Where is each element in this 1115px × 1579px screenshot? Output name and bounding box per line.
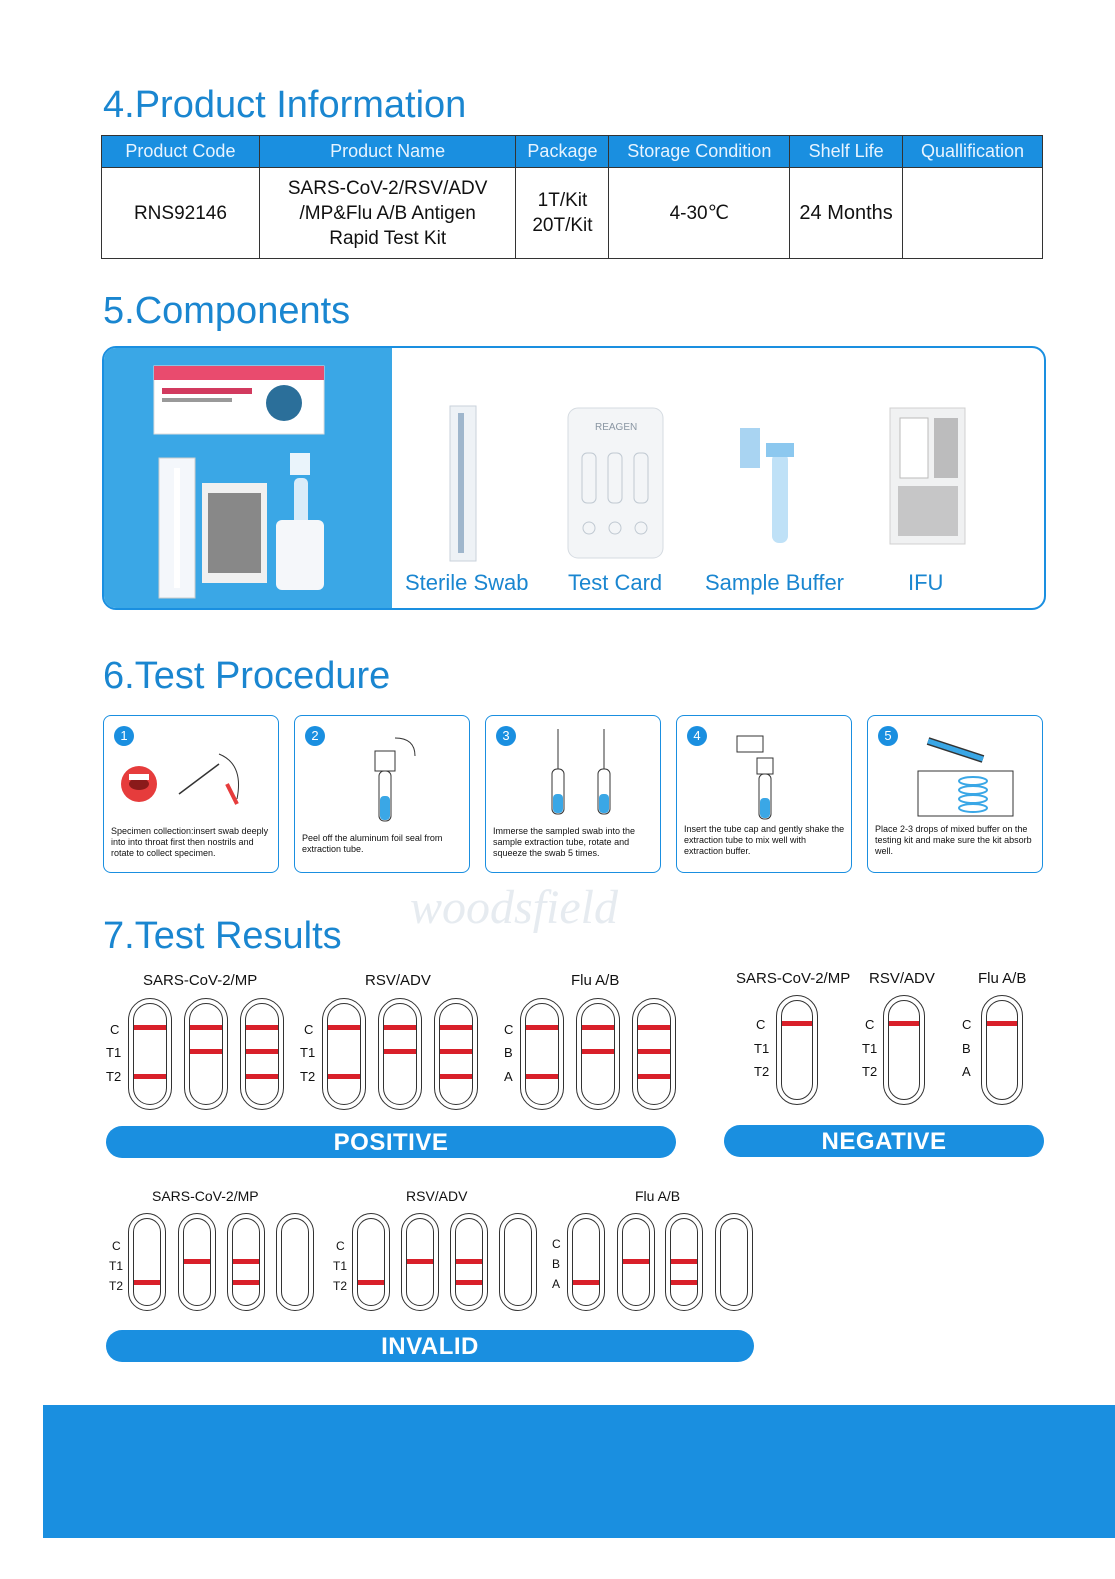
peel-tube-icon	[335, 726, 435, 826]
test-strip	[665, 1213, 703, 1311]
test-line	[440, 1074, 472, 1079]
step-text: Peel off the aluminum foil seal from extraction tube.	[302, 833, 443, 854]
negative-banner: NEGATIVE	[724, 1125, 1044, 1157]
test-strip	[499, 1213, 537, 1311]
test-strip	[715, 1213, 753, 1311]
test-strip	[184, 998, 228, 1110]
test-line	[328, 1074, 360, 1079]
test-line	[384, 1049, 416, 1054]
step-text: Place 2-3 drops of mixed buffer on the testing kit and make sure the kit absorb well.	[875, 824, 1032, 856]
component-label-buffer: Sample Buffer	[705, 570, 845, 595]
test-strip	[128, 998, 172, 1110]
cell-package	[516, 168, 609, 259]
component-label-ifu: IFU	[908, 570, 944, 595]
test-strip	[434, 998, 478, 1110]
header-qualification: Quallification	[903, 136, 1043, 168]
step-text: Insert the tube cap and gently shake the extraction tube to mix well with extraction buffer.	[684, 824, 845, 856]
package-line: 20T/Kit	[532, 215, 593, 236]
control-line	[526, 1025, 558, 1030]
line-label: C	[336, 1239, 345, 1253]
group-title-flu: Flu A/B	[635, 1188, 681, 1204]
control-line	[987, 1021, 1017, 1026]
test-line	[638, 1074, 670, 1079]
test-line	[134, 1074, 166, 1079]
positive-banner: POSITIVE	[106, 1126, 676, 1158]
step-number: 5	[878, 726, 898, 746]
throat-swab-icon	[119, 744, 269, 814]
group-title-rsv: RSV/ADV	[406, 1188, 468, 1204]
test-strip	[576, 998, 620, 1110]
test-line	[246, 1049, 278, 1054]
shake-tube-icon	[727, 726, 817, 826]
test-strip	[352, 1213, 390, 1311]
control-line	[889, 1021, 919, 1026]
cell-product-name	[259, 168, 516, 259]
test-strip	[617, 1213, 655, 1311]
cell-storage: 4-30℃	[609, 168, 790, 259]
component-label-test-card: Test Card	[568, 570, 663, 595]
control-line	[440, 1025, 472, 1030]
test-line	[526, 1074, 558, 1079]
test-line	[190, 1049, 222, 1054]
header-shelf-life: Shelf Life	[790, 136, 903, 168]
group-title-rsv: RSV/ADV	[365, 972, 431, 989]
watermark: woodsfield	[410, 881, 619, 934]
procedure-step-3	[485, 715, 661, 873]
line-label: C	[552, 1237, 561, 1251]
line-label: C	[112, 1239, 121, 1253]
test-strip	[378, 998, 422, 1110]
line-label: B	[552, 1257, 561, 1271]
control-line	[134, 1025, 166, 1030]
line-label: A	[962, 1064, 971, 1079]
line-label: C	[756, 1017, 766, 1032]
invalid-banner: INVALID	[106, 1330, 754, 1362]
line-label: A	[504, 1069, 513, 1084]
test-line	[246, 1074, 278, 1079]
section-title-procedure: 6.Test Procedure	[103, 655, 391, 697]
test-line	[623, 1259, 649, 1264]
header-storage: Storage Condition	[609, 136, 790, 168]
cell-shelf-life: 24 Months	[790, 168, 903, 259]
header-package: Package	[516, 136, 609, 168]
line-label: T1	[754, 1041, 770, 1056]
immerse-swab-icon	[526, 724, 636, 824]
test-strip	[567, 1213, 605, 1311]
test-strip	[227, 1213, 265, 1311]
step-number: 1	[114, 726, 134, 746]
group-title-flu: Flu A/B	[978, 970, 1027, 987]
product-name-line: SARS-CoV-2/RSV/ADV	[287, 177, 488, 199]
cell-qualification	[903, 168, 1043, 259]
test-strip	[520, 998, 564, 1110]
test-line	[573, 1280, 599, 1285]
test-strip	[322, 998, 366, 1110]
line-label: T1	[300, 1045, 316, 1060]
components-illustration	[400, 358, 1040, 568]
line-label: B	[962, 1041, 971, 1056]
section-title-product-info: 4.Product Information	[103, 84, 467, 126]
package-line: 1T/Kit	[537, 190, 588, 211]
kit-photo	[104, 348, 392, 608]
step-number: 4	[687, 726, 707, 746]
product-name-line: Rapid Test Kit	[329, 227, 447, 249]
test-line	[671, 1259, 697, 1264]
card-brand-text: REAGEN	[595, 422, 638, 433]
test-strip	[776, 995, 818, 1105]
test-line	[407, 1259, 433, 1264]
procedure-step-5	[867, 715, 1043, 873]
line-label: T2	[109, 1279, 124, 1293]
procedure-step-4	[676, 715, 852, 873]
test-strip	[240, 998, 284, 1110]
test-line	[184, 1259, 210, 1264]
group-title-flu: Flu A/B	[571, 972, 620, 989]
line-label: C	[304, 1022, 314, 1037]
control-line	[582, 1025, 614, 1030]
test-line	[233, 1259, 259, 1264]
line-label: T2	[333, 1279, 348, 1293]
test-line	[582, 1049, 614, 1054]
test-strip	[450, 1213, 488, 1311]
group-title-rsv: RSV/ADV	[869, 970, 935, 987]
component-label-swab: Sterile Swab	[405, 570, 529, 595]
line-label: T1	[109, 1259, 124, 1273]
test-strip	[981, 995, 1023, 1105]
step-text: Specimen collection:insert swab deeply into into throat first then nostrils and rotate to collect specimen.	[111, 826, 269, 858]
test-strip	[883, 995, 925, 1105]
header-product-code: Product Code	[102, 136, 260, 168]
procedure-step-1	[103, 715, 279, 873]
product-info-table	[101, 135, 1043, 259]
line-label: C	[962, 1017, 972, 1032]
test-line	[456, 1259, 482, 1264]
control-line	[384, 1025, 416, 1030]
test-line	[440, 1049, 472, 1054]
test-line	[456, 1280, 482, 1285]
line-label: T2	[862, 1064, 878, 1079]
kit-photo-illustration	[104, 348, 392, 610]
line-label: C	[110, 1022, 120, 1037]
group-title-sars: SARS-CoV-2/MP	[143, 972, 258, 989]
test-strip	[178, 1213, 216, 1311]
line-label: T1	[862, 1041, 878, 1056]
control-line	[782, 1021, 812, 1026]
footer-bar	[43, 1405, 1115, 1538]
line-label: T2	[300, 1069, 316, 1084]
line-label: C	[865, 1017, 875, 1032]
test-strip	[128, 1213, 166, 1311]
product-name-line: /MP&Flu A/B Antigen	[299, 202, 476, 224]
test-line	[671, 1280, 697, 1285]
step-number: 3	[496, 726, 516, 746]
control-line	[246, 1025, 278, 1030]
line-label: T2	[106, 1069, 122, 1084]
line-label: C	[504, 1022, 514, 1037]
header-product-name: Product Name	[259, 136, 516, 168]
test-line	[358, 1280, 384, 1285]
step-text: Immerse the sampled swab into the sample extraction tube, rotate and squeeze the swab 5 times.	[493, 826, 636, 858]
control-line	[638, 1025, 670, 1030]
group-title-sars: SARS-CoV-2/MP	[736, 970, 851, 987]
section-title-results: 7.Test Results	[103, 915, 342, 957]
cell-product-code: RNS92146	[102, 168, 260, 259]
test-line	[134, 1280, 160, 1285]
test-strip	[632, 998, 676, 1110]
section-title-components: 5.Components	[103, 290, 351, 332]
test-line	[233, 1280, 259, 1285]
test-strip	[276, 1213, 314, 1311]
test-strip	[401, 1213, 439, 1311]
line-label: T1	[333, 1259, 348, 1273]
test-line	[638, 1049, 670, 1054]
group-title-sars: SARS-CoV-2/MP	[152, 1188, 259, 1204]
line-label: B	[504, 1045, 513, 1060]
apply-drops-icon	[913, 726, 1038, 826]
line-label: T2	[754, 1064, 770, 1079]
line-label: T1	[106, 1045, 122, 1060]
line-label: A	[552, 1277, 561, 1291]
control-line	[328, 1025, 360, 1030]
step-number: 2	[305, 726, 325, 746]
procedure-step-2	[294, 715, 470, 873]
control-line	[190, 1025, 222, 1030]
